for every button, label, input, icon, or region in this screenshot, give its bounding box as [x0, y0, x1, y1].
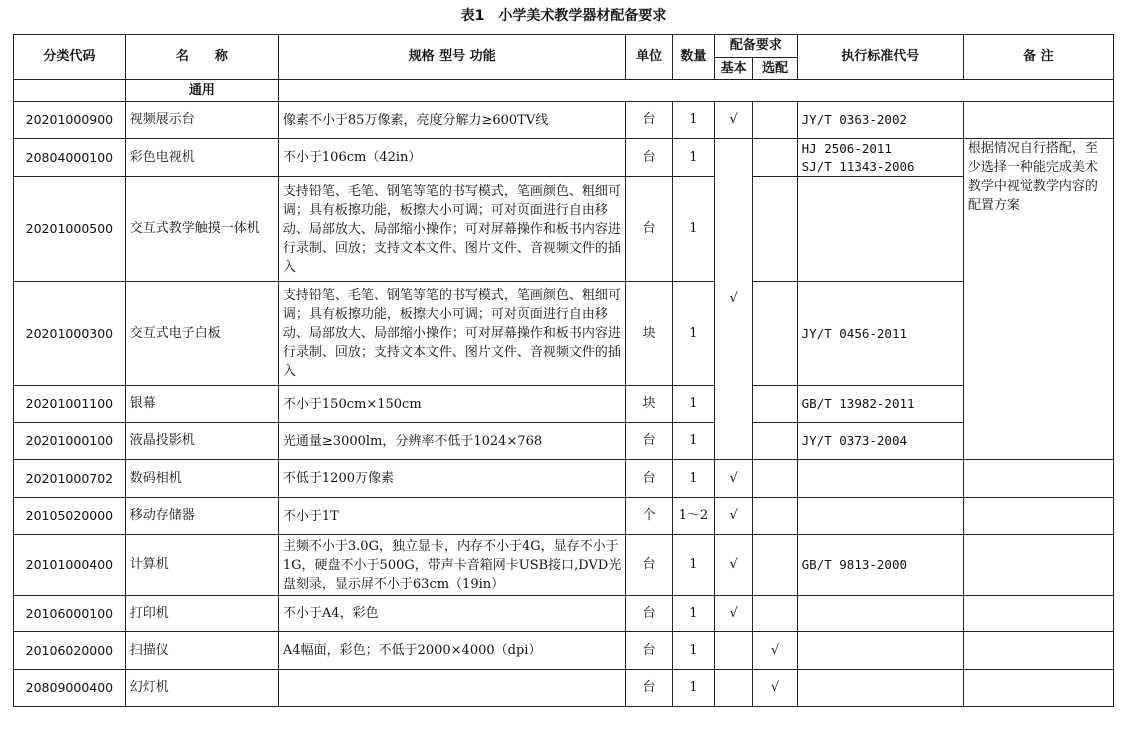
cell-unit: 台 [626, 535, 672, 596]
cell-standard: JY/T 0363-2002 [797, 102, 963, 139]
header-requirement: 配备要求 [715, 35, 798, 58]
cell-code: 20106000100 [14, 596, 126, 632]
cell-name: 计算机 [125, 535, 278, 596]
cell-basic: √ [715, 535, 753, 596]
cell-qty: 1 [672, 282, 714, 386]
section-cell-blank [14, 80, 126, 102]
cell-standard: GB/T 13982-2011 [797, 386, 963, 423]
cell-name: 液晶投影机 [125, 423, 278, 460]
cell-spec: 像素不小于85万像素，亮度分解力≥600TV线 [278, 102, 626, 139]
cell-remark [963, 102, 1113, 139]
cell-standard [797, 596, 963, 632]
cell-qty: 1～2 [672, 498, 714, 535]
cell-qty: 1 [672, 670, 714, 707]
cell-qty: 1 [672, 139, 714, 177]
table-row [14, 282, 1114, 386]
cell-optional [753, 535, 797, 596]
cell-basic [715, 632, 753, 670]
cell-code: 20804000100 [14, 139, 126, 177]
cell-basic: √ [715, 102, 753, 139]
cell-spec: 光通量≥3000lm，分辨率不低于1024×768 [278, 423, 626, 460]
cell-code: 20201001100 [14, 386, 126, 423]
cell-name: 交互式教学触摸一体机 [125, 177, 278, 282]
cell-unit: 台 [626, 102, 672, 139]
cell-code: 20101000400 [14, 535, 126, 596]
cell-unit: 台 [626, 139, 672, 177]
table-title: 表1 小学美术教学器材配备要求 [460, 8, 667, 24]
cell-optional [753, 386, 797, 423]
cell-qty: 1 [672, 177, 714, 282]
section-general: 通用 [125, 80, 278, 102]
cell-name: 视频展示台 [125, 102, 278, 139]
cell-qty: 1 [672, 596, 714, 632]
cell-code: 20106020000 [14, 632, 126, 670]
cell-unit: 台 [626, 177, 672, 282]
cell-qty: 1 [672, 386, 714, 423]
header-basic: 基本 [715, 58, 753, 80]
cell-standard [797, 498, 963, 535]
header-standard: 执行标准代号 [797, 35, 963, 80]
cell-spec: 不小于150cm×150cm [278, 386, 626, 423]
table-row [14, 386, 1114, 423]
cell-name: 数码相机 [125, 460, 278, 498]
cell-code: 20201000100 [14, 423, 126, 460]
cell-code: 20201000500 [14, 177, 126, 282]
cell-spec: 不小于106cm（42in） [278, 139, 626, 177]
cell-spec: 支持铅笔、毛笔、钢笔等笔的书写模式，笔画颜色、粗细可调；具有板擦功能，板擦大小可调；可对页面进行自由移动、局部放大、局部缩小操作；可对屏幕操作和板书内容进行录制、回放；支持文本文件、图片文件、音视频文件的插入 [278, 177, 626, 282]
cell-qty: 1 [672, 460, 714, 498]
section-cell-blank [278, 80, 1113, 102]
cell-code: 20201000900 [14, 102, 126, 139]
header-optional: 选配 [753, 58, 797, 80]
equipment-table [13, 34, 1114, 707]
cell-optional: √ [753, 670, 797, 707]
cell-remark [963, 670, 1113, 707]
cell-code: 20105020000 [14, 498, 126, 535]
header-code: 分类代码 [14, 35, 126, 80]
cell-standard: JY/T 0373-2004 [797, 423, 963, 460]
cell-optional [753, 102, 797, 139]
cell-optional [753, 282, 797, 386]
table-row [14, 498, 1114, 535]
cell-remark-merged: 根据情况自行搭配，至少选择一种能完成美术教学中视觉教学内容的配置方案 [963, 139, 1113, 460]
cell-unit: 个 [626, 498, 672, 535]
cell-qty: 1 [672, 632, 714, 670]
cell-remark [963, 632, 1113, 670]
cell-code: 20201000300 [14, 282, 126, 386]
table-row [14, 102, 1114, 139]
table-row [14, 632, 1114, 670]
header-name: 名 称 [125, 35, 278, 80]
cell-standard [797, 632, 963, 670]
header-unit: 单位 [626, 35, 672, 80]
cell-name: 移动存储器 [125, 498, 278, 535]
cell-spec: 支持铅笔、毛笔、钢笔等笔的书写模式，笔画颜色、粗细可调；具有板擦功能，板擦大小可调；可对页面进行自由移动、局部放大、局部缩小操作；可对屏幕操作和板书内容进行录制、回放；支持文本文件、图片文件、音视频文件的插入 [278, 282, 626, 386]
cell-unit: 台 [626, 423, 672, 460]
cell-optional [753, 460, 797, 498]
cell-name: 交互式电子白板 [125, 282, 278, 386]
table-row [14, 139, 1114, 177]
cell-standard [797, 139, 963, 177]
header-spec: 规格 型号 功能 [278, 35, 626, 80]
cell-basic: √ [715, 460, 753, 498]
cell-basic [715, 670, 753, 707]
standard-line: HJ 2506-2011 [801, 140, 892, 156]
cell-unit: 台 [626, 460, 672, 498]
table-row [14, 177, 1114, 282]
table-row [14, 535, 1114, 596]
cell-code: 20809000400 [14, 670, 126, 707]
cell-optional [753, 177, 797, 282]
cell-unit: 台 [626, 670, 672, 707]
cell-name: 幻灯机 [125, 670, 278, 707]
header-qty: 数量 [672, 35, 714, 80]
cell-optional [753, 498, 797, 535]
cell-spec: 不小于A4，彩色 [278, 596, 626, 632]
cell-spec: 主频不小于3.0G，独立显卡，内存不小于4G，显存不小于1G，硬盘不小于500G，带声卡音箱网卡USB接口,DVD光盘刻录，显示屏不小于63cm（19in） [278, 535, 626, 596]
cell-standard: GB/T 9813-2000 [797, 535, 963, 596]
cell-optional: √ [753, 632, 797, 670]
cell-optional [753, 423, 797, 460]
table-row [14, 460, 1114, 498]
cell-unit: 块 [626, 282, 672, 386]
cell-standard [797, 460, 963, 498]
cell-basic: √ [715, 498, 753, 535]
cell-name: 打印机 [125, 596, 278, 632]
cell-standard [797, 670, 963, 707]
cell-optional [753, 139, 797, 177]
cell-name: 扫描仪 [125, 632, 278, 670]
table-row [14, 423, 1114, 460]
cell-remark [963, 460, 1113, 498]
cell-spec: 不小于1T [278, 498, 626, 535]
cell-remark [963, 535, 1113, 596]
cell-unit: 台 [626, 596, 672, 632]
cell-code: 20201000702 [14, 460, 126, 498]
cell-optional [753, 596, 797, 632]
cell-basic: √ [715, 596, 753, 632]
cell-qty: 1 [672, 102, 714, 139]
cell-basic-merged: √ [715, 139, 753, 460]
cell-standard: JY/T 0456-2011 [797, 282, 963, 386]
cell-spec: A4幅面，彩色；不低于2000×4000（dpi） [278, 632, 626, 670]
header-remark: 备 注 [963, 35, 1113, 80]
cell-remark [963, 498, 1113, 535]
cell-name: 银幕 [125, 386, 278, 423]
cell-unit: 台 [626, 632, 672, 670]
standard-line: SJ/T 11343-2006 [801, 158, 915, 174]
cell-spec: 不低于1200万像素 [278, 460, 626, 498]
table-row [14, 670, 1114, 707]
cell-remark [963, 596, 1113, 632]
cell-name: 彩色电视机 [125, 139, 278, 177]
cell-qty: 1 [672, 535, 714, 596]
cell-qty: 1 [672, 423, 714, 460]
cell-spec [278, 670, 626, 707]
cell-unit: 块 [626, 386, 672, 423]
table-row [14, 596, 1114, 632]
cell-standard [797, 177, 963, 282]
